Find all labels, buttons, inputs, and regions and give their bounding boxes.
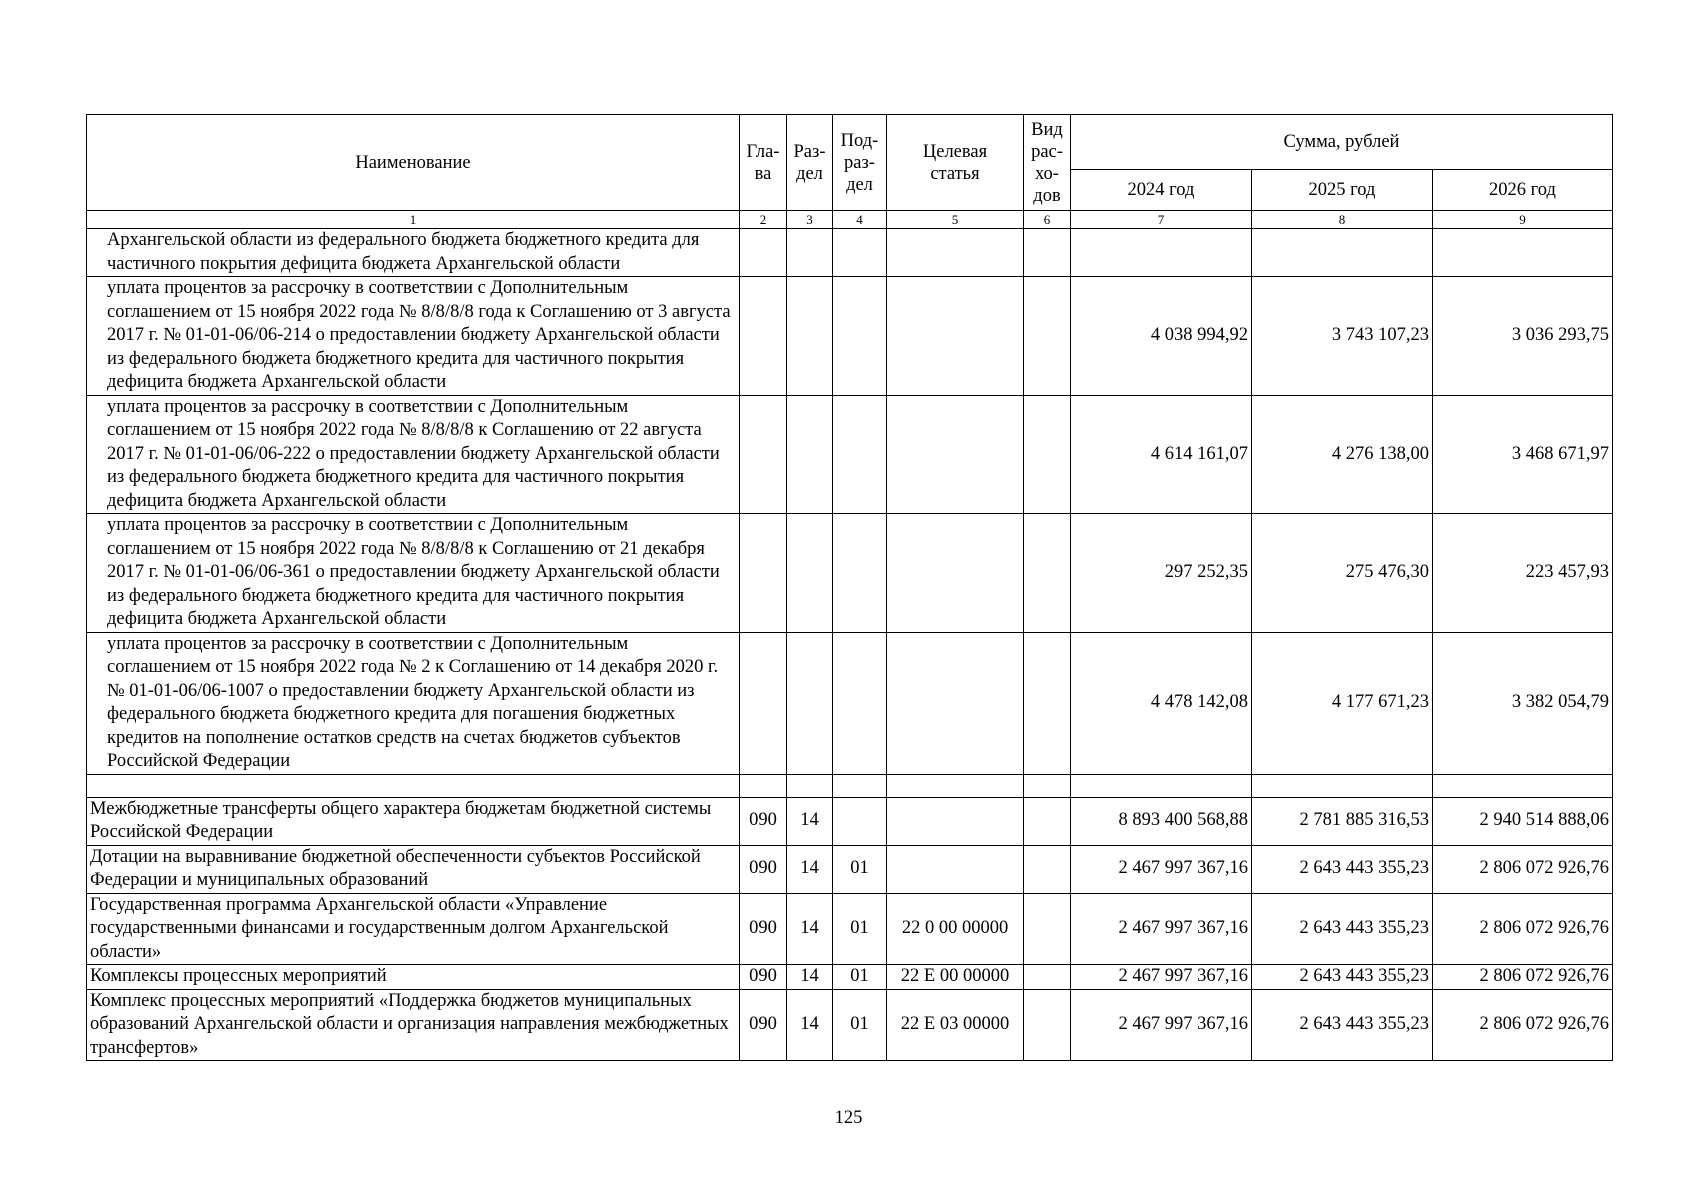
- empty-cell: [1024, 774, 1071, 797]
- column-number: 7: [1071, 211, 1252, 229]
- row-amount-2024: 2 467 997 367,16: [1071, 893, 1252, 965]
- row-amount-2026: 3 036 293,75: [1433, 277, 1613, 396]
- row-name: Комплекс процессных мероприятий «Поддержка бюджетов муниципальных образований Архангельской области и организация направления межбюджетных трансфертов»: [87, 989, 740, 1061]
- row-amount-2026: 223 457,93: [1433, 514, 1613, 633]
- header-razdel: Раз- дел: [787, 115, 833, 211]
- row-podrazdel: [833, 514, 887, 633]
- row-amount-2024: 2 467 997 367,16: [1071, 845, 1252, 893]
- table-row: [87, 229, 1613, 277]
- row-vid: [1024, 797, 1071, 845]
- table-row: [87, 845, 1613, 893]
- table-row: [87, 632, 1613, 774]
- row-amount-2025: 2 781 885 316,53: [1252, 797, 1433, 845]
- row-glava: [740, 514, 787, 633]
- row-amount-2025: [1252, 229, 1433, 277]
- row-name: уплата процентов за рассрочку в соответствии с Дополнительным соглашением от 15 ноября 2022 года № 8/8/8/8 к Соглашению от 21 декабря 2017 г. № 01-01-06/06-361 о предоставлении бюджету Архангельской области из федерального бюджета бюджетного кредита для частичного покрытия дефицита бюджета Архангельской области: [87, 514, 740, 633]
- empty-cell: [833, 774, 887, 797]
- row-razdel: 14: [787, 893, 833, 965]
- row-amount-2024: 8 893 400 568,88: [1071, 797, 1252, 845]
- row-celevaya: [887, 797, 1024, 845]
- row-name: Дотации на выравнивание бюджетной обеспеченности субъектов Российской Федерации и муниципальных образований: [87, 845, 740, 893]
- row-amount-2025: 4 276 138,00: [1252, 395, 1433, 514]
- header-glava: Гла- ва: [740, 115, 787, 211]
- row-razdel: [787, 229, 833, 277]
- row-amount-2025: 275 476,30: [1252, 514, 1433, 633]
- header-vid: Вид рас- хо- дов: [1024, 115, 1071, 211]
- row-podrazdel: [833, 797, 887, 845]
- budget-table: [86, 114, 1613, 1061]
- row-amount-2024: 4 038 994,92: [1071, 277, 1252, 396]
- row-razdel: [787, 395, 833, 514]
- row-razdel: 14: [787, 965, 833, 990]
- empty-cell: [887, 774, 1024, 797]
- spacer-row: [87, 774, 1613, 797]
- empty-cell: [740, 774, 787, 797]
- row-vid: [1024, 395, 1071, 514]
- header-name: Наименование: [87, 115, 740, 211]
- row-amount-2026: 3 382 054,79: [1433, 632, 1613, 774]
- row-amount-2026: 2 940 514 888,06: [1433, 797, 1613, 845]
- row-razdel: 14: [787, 797, 833, 845]
- row-amount-2025: 2 643 443 355,23: [1252, 893, 1433, 965]
- row-celevaya: [887, 845, 1024, 893]
- row-podrazdel: 01: [833, 989, 887, 1061]
- row-amount-2026: 2 806 072 926,76: [1433, 845, 1613, 893]
- row-amount-2024: [1071, 229, 1252, 277]
- row-amount-2025: 2 643 443 355,23: [1252, 965, 1433, 990]
- column-number: 6: [1024, 211, 1071, 229]
- row-amount-2025: 4 177 671,23: [1252, 632, 1433, 774]
- row-vid: [1024, 632, 1071, 774]
- row-vid: [1024, 229, 1071, 277]
- row-razdel: [787, 277, 833, 396]
- row-amount-2026: 2 806 072 926,76: [1433, 989, 1613, 1061]
- row-podrazdel: [833, 632, 887, 774]
- row-name: уплата процентов за рассрочку в соответствии с Дополнительным соглашением от 15 ноября 2022 года № 2 к Соглашению от 14 декабря 2020 г. № 01-01-06/06-1007 о предоставлении бюджету Архангельской области из федерального бюджета бюджетного кредита для погашения бюджетных кредитов на пополнение остатков средств на счетах бюджетов субъектов Российской Федерации: [87, 632, 740, 774]
- column-number: 1: [87, 211, 740, 229]
- header-2026: 2026 год: [1433, 170, 1613, 211]
- row-razdel: [787, 632, 833, 774]
- row-glava: 090: [740, 797, 787, 845]
- header-podrazdel: Под- раз- дел: [833, 115, 887, 211]
- table-row: [87, 514, 1613, 633]
- header-2024: 2024 год: [1071, 170, 1252, 211]
- row-celevaya: [887, 514, 1024, 633]
- row-podrazdel: 01: [833, 845, 887, 893]
- row-amount-2024: 4 614 161,07: [1071, 395, 1252, 514]
- table-row: [87, 893, 1613, 965]
- row-vid: [1024, 893, 1071, 965]
- row-razdel: 14: [787, 989, 833, 1061]
- row-name: Комплексы процессных мероприятий: [87, 965, 740, 990]
- column-number: 4: [833, 211, 887, 229]
- row-glava: 090: [740, 893, 787, 965]
- empty-cell: [1252, 774, 1433, 797]
- row-glava: 090: [740, 845, 787, 893]
- table-row: [87, 395, 1613, 514]
- row-amount-2026: 3 468 671,97: [1433, 395, 1613, 514]
- column-number: 5: [887, 211, 1024, 229]
- header-row: [87, 115, 1613, 170]
- row-name: уплата процентов за рассрочку в соответствии с Дополнительным соглашением от 15 ноября 2022 года № 8/8/8/8 к Соглашению от 22 августа 2017 г. № 01-01-06/06-222 о предоставлении бюджету Архангельской области из федерального бюджета бюджетного кредита для частичного покрытия дефицита бюджета Архангельской области: [87, 395, 740, 514]
- page-number: 125: [834, 1108, 863, 1128]
- row-razdel: [787, 514, 833, 633]
- row-celevaya: [887, 395, 1024, 514]
- row-amount-2026: 2 806 072 926,76: [1433, 893, 1613, 965]
- row-amount-2024: 4 478 142,08: [1071, 632, 1252, 774]
- row-name: Межбюджетные трансферты общего характера бюджетам бюджетной системы Российской Федерации: [87, 797, 740, 845]
- row-vid: [1024, 989, 1071, 1061]
- row-name: Государственная программа Архангельской области «Управление государственными финансами и государственным долгом Архангельской области»: [87, 893, 740, 965]
- row-amount-2025: 3 743 107,23: [1252, 277, 1433, 396]
- row-amount-2024: 297 252,35: [1071, 514, 1252, 633]
- header-summa: Сумма, рублей: [1071, 115, 1613, 170]
- table-row: [87, 965, 1613, 990]
- row-vid: [1024, 845, 1071, 893]
- row-glava: [740, 229, 787, 277]
- row-name: уплата процентов за рассрочку в соответствии с Дополнительным соглашением от 15 ноября 2022 года № 8/8/8/8 года к Соглашению от 3 августа 2017 г. № 01-01-06/06-214 о предоставлении бюджету Архангельской области из федерального бюджета бюджетного кредита для частичного покрытия дефицита бюджета Архангельской области: [87, 277, 740, 396]
- row-podrazdel: 01: [833, 965, 887, 990]
- row-glava: 090: [740, 965, 787, 990]
- row-amount-2026: [1433, 229, 1613, 277]
- column-number: 3: [787, 211, 833, 229]
- empty-cell: [787, 774, 833, 797]
- row-podrazdel: [833, 229, 887, 277]
- row-celevaya: 22 Е 00 00000: [887, 965, 1024, 990]
- row-amount-2025: 2 643 443 355,23: [1252, 989, 1433, 1061]
- empty-cell: [1433, 774, 1613, 797]
- column-numbers-row: [87, 211, 1613, 229]
- row-celevaya: [887, 229, 1024, 277]
- header-2025: 2025 год: [1252, 170, 1433, 211]
- row-name: Архангельской области из федерального бюджета бюджетного кредита для частичного покрытия дефицита бюджета Архангельской области: [87, 229, 740, 277]
- empty-cell: [87, 774, 740, 797]
- row-glava: 090: [740, 989, 787, 1061]
- row-amount-2026: 2 806 072 926,76: [1433, 965, 1613, 990]
- row-celevaya: 22 0 00 00000: [887, 893, 1024, 965]
- row-glava: [740, 632, 787, 774]
- row-celevaya: [887, 277, 1024, 396]
- row-glava: [740, 277, 787, 396]
- empty-cell: [1071, 774, 1252, 797]
- table-row: [87, 277, 1613, 396]
- column-number: 8: [1252, 211, 1433, 229]
- row-celevaya: 22 Е 03 00000: [887, 989, 1024, 1061]
- table-row: [87, 797, 1613, 845]
- row-razdel: 14: [787, 845, 833, 893]
- row-amount-2024: 2 467 997 367,16: [1071, 989, 1252, 1061]
- row-podrazdel: [833, 277, 887, 396]
- row-amount-2025: 2 643 443 355,23: [1252, 845, 1433, 893]
- row-vid: [1024, 514, 1071, 633]
- row-vid: [1024, 965, 1071, 990]
- row-glava: [740, 395, 787, 514]
- row-podrazdel: 01: [833, 893, 887, 965]
- column-number: 2: [740, 211, 787, 229]
- row-vid: [1024, 277, 1071, 396]
- table-row: [87, 989, 1613, 1061]
- row-podrazdel: [833, 395, 887, 514]
- row-amount-2024: 2 467 997 367,16: [1071, 965, 1252, 990]
- row-celevaya: [887, 632, 1024, 774]
- header-celevaya: Целевая статья: [887, 115, 1024, 211]
- column-number: 9: [1433, 211, 1613, 229]
